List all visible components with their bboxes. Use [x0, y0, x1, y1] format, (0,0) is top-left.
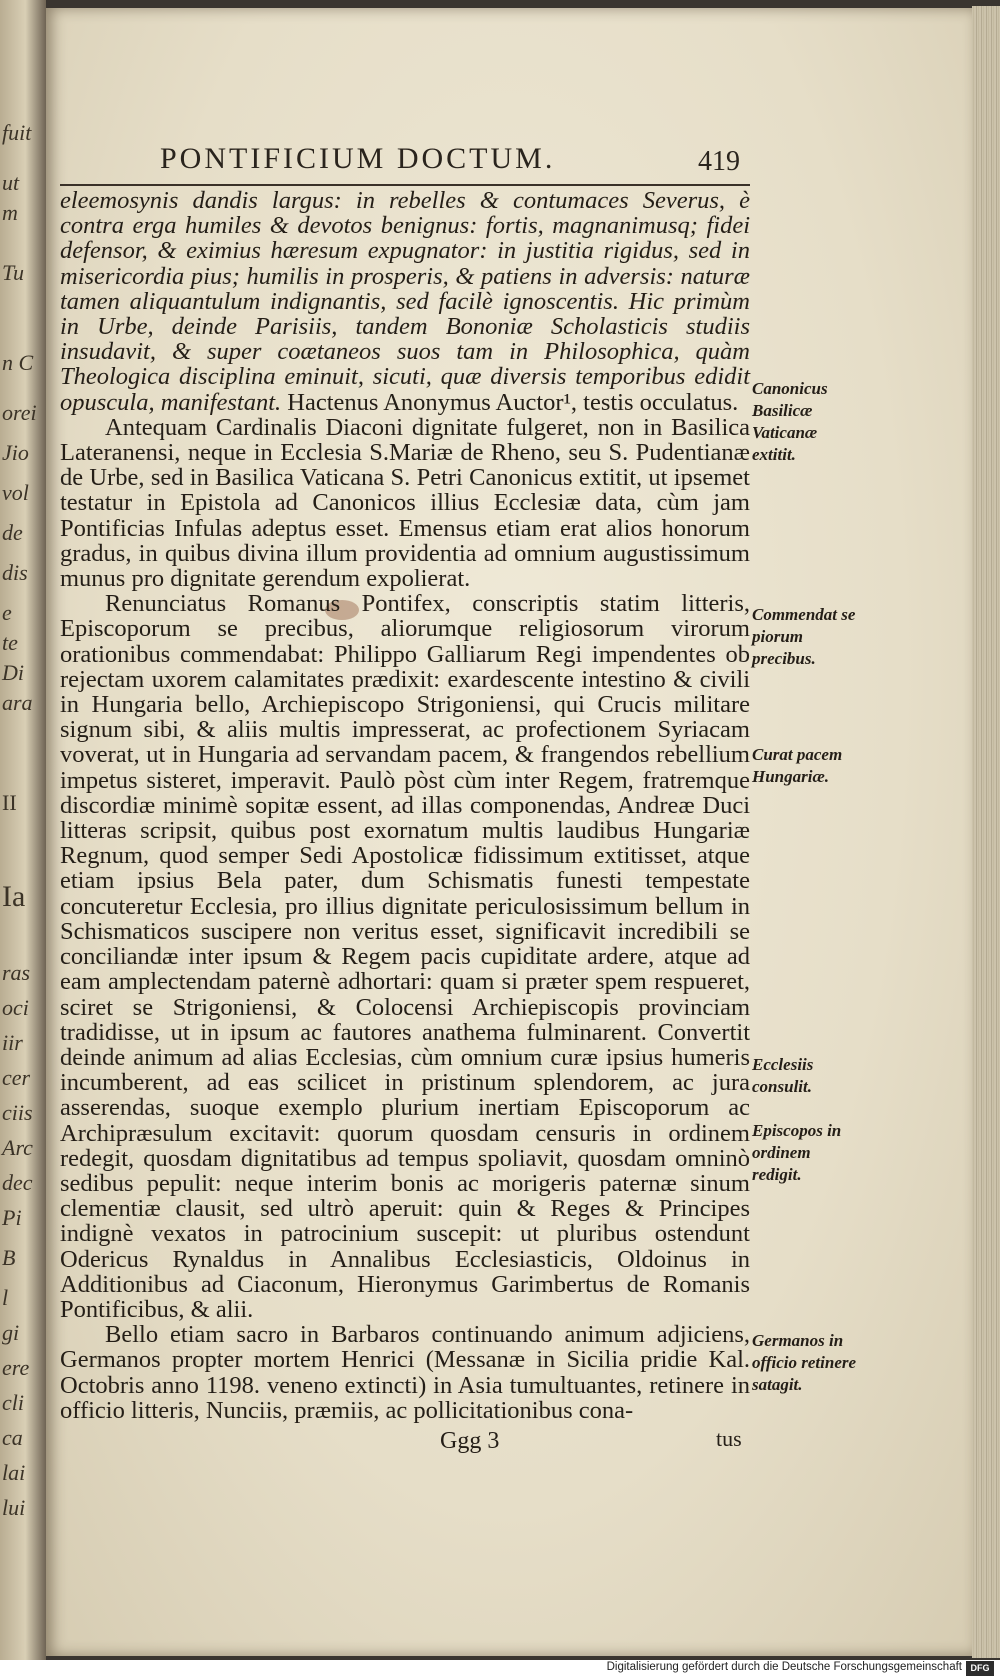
facing-page-fragment: Arc [2, 1135, 33, 1160]
facing-page-fragment: ara [2, 690, 33, 715]
facing-page-fragment: dis [2, 560, 28, 585]
facing-page-fragment: ras [2, 960, 31, 985]
page-edges [972, 6, 1000, 1658]
paragraph [60, 188, 750, 415]
facing-page-edge [0, 0, 46, 1660]
facing-page-fragment: cli [2, 1390, 24, 1415]
facing-page-fragment: m [2, 200, 18, 225]
paragraph: Bello etiam sacro in Barbaros continuando animum adjiciens, Germanos propter mortem Henrici (Messanæ in Sicilia pridie Kal. Octobris anno 1198. veneno extincti) in Asia tumultuantes, retinere in officio litteris, Nunciis, præmiis, ac pollicitationibus cona- [60, 1321, 750, 1424]
facing-page-fragment: Jio [2, 440, 29, 465]
paragraph: Renunciatus Romanus Pontifex, conscriptis statim litteris, Episcoporum se precibus, aliorumque religiosorum virorum orationibus commendabat: Philippo Galliarum Regi impendentes ob rejectam uxorem calamitates prædixit: exardescente intestino & civili in Hungaria bello, Archiepiscopo Strigoniensi, qui Crucis militare signum sibi, & aliis multis impresserat, ac profectionem Syriacam voverat, ut in Hungaria ad servandam pacem, & frangendos rebellium impetus sisteret, imperavit. Paulò pòst cùm inter Regem, fratremque discordiæ minimè sopitæ essent, ad illas componendas, Andreæ Duci litteras scripsit, quibus post exornatum multis laudibus Hungariæ Regnum, quod semper Sedi Apostolicæ fidissimum extitisset, atque etiam ipsius Bela pater, dum Schismatis funesti tempestate concuteretur Ecclesia, pro illius dignitate periculosissimum bellum in Schismaticos suscipere non veritus esset, significavit incredibili se conciliandæ inter ipsum & Regem pacis cupiditate ardere, atque ad eam amplectendam paternè adhortari: quam si præter spem respueret, sciret se Strigoniensi, & Colocensi Archiepiscopis provinciam tradidisse, ut in ipsum ac fautores anathema fulminarent. Convertit deinde animum ad alias Ecclesias, cùm omnium curæ ipsius humeris incumberent, ad eas scilicet in pristinum splendorem, ac jura asserendas, suoque exemplo plurium inertiam Episcoporum ac Archipræsulum excitavit: quorum quosdam censuris in ordinem redegit, quosdam dignitatibus ad tempus spoliavit, quosdam omninò sedibus pepulit: neque interim bonis ac morigeris paternæ sinum clementiæ clausit, sed ultrò aperuit: quin & Reges & Principes indignè vexatos in patrocinium suscepit: ut pluribus ostendunt Odericus Rynaldus in Annalibus Ecclesiasticis, Oldoinus in Additionibus ad Ciaconum, Hieronymus Garimbertus de Romanis Pontificibus, & alii. [60, 590, 750, 1323]
marginal-note: Ecclesiis consulit. [752, 1055, 814, 1096]
facing-page-fragment: B [2, 1245, 16, 1270]
facing-page-fragment: Pi [2, 1205, 22, 1230]
facing-page-fragment: ciis [2, 1100, 33, 1125]
facing-page-fragment: lui [2, 1495, 26, 1520]
facing-page-fragment: e [2, 600, 12, 625]
facing-page-fragment: ca [2, 1425, 23, 1450]
facing-page-fragment: de [2, 520, 23, 545]
page-header [60, 140, 750, 188]
marginal-note: Commendat se piorum precibus. [752, 605, 856, 668]
facing-page-fragment: II [2, 790, 17, 815]
paragraph-text: Hactenus Anonymus Auctor¹, testis occulatus. [287, 388, 739, 416]
funding-credit: Digitalisierung gefördert durch die Deutsche Forschungsgemeinschaft [606, 1661, 962, 1673]
facing-page-fragment: n C [2, 350, 34, 375]
running-title: PONTIFICIUM DOCTUM. [160, 142, 556, 175]
page-number: 419 [698, 146, 740, 177]
marginal-note: Curat pacem Hungariæ. [752, 745, 843, 786]
facing-page-fragment: te [2, 630, 18, 655]
facing-page-fragment: oci [2, 995, 29, 1020]
marginal-note: Episcopos in ordinem redigit. [752, 1121, 842, 1184]
paragraph: Antequam Cardinalis Diaconi dignitate fulgeret, non in Basilica Lateranensi, neque in Ecclesia S.Mariæ de Rheno, seu S. Pudentianæ de Urbe, sed in Basilica Vaticana S. Petri Canonicus extitit, ut ipsemet testatur in Epistola ad Canonicos illius Ecclesiæ data, cùm jam Pontificias Infulas adeptus esset. Emensus etiam erat alios honorum gradus, in quibus divina illum providentia ad omnium augustissimum munus pro dignitate gerendum expolierat. [60, 413, 750, 593]
facing-page-fragment: cer [2, 1065, 31, 1090]
facing-page-fragment: Ia [2, 880, 26, 913]
facing-page-fragment: fuit [2, 120, 32, 145]
facing-page-fragment: ut [2, 170, 20, 195]
facing-page-fragment: dec [2, 1170, 33, 1195]
catchword: tus [716, 1426, 742, 1451]
signature-mark: Ggg 3 [440, 1428, 500, 1454]
facing-page-fragment: Di [2, 660, 24, 685]
marginal-note: Germanos in officio retinere satagit. [752, 1331, 857, 1394]
facing-page-fragment: lai [2, 1460, 26, 1485]
facing-page-fragment: l [2, 1285, 9, 1310]
facing-page-fragment: gi [2, 1320, 20, 1345]
facing-page-fragment: iir [2, 1030, 23, 1055]
facing-page-fragment: ere [2, 1355, 30, 1380]
facing-page-fragment: vol [2, 480, 29, 505]
marginal-note: Canonicus Basilicæ Vaticanæ extitit. [752, 379, 828, 464]
dfg-logo-icon: DFG [966, 1661, 994, 1676]
header-rule [60, 184, 750, 186]
main-text [60, 188, 750, 1423]
facing-page-fragment: Tu [2, 260, 25, 285]
paragraph-text: eleemosynis dandis largus: in rebelles & contumaces Severus, è contra erga humiles & devotos benignus: fortis, magnanimusq; fidei defensor, & eximius hæresum expugnator: in justitia rigidus, sed in misericordia pius; humilis in prosperis, & patiens in adversis: naturæ tamen aliquantulum indignantis, sed facilè ignoscentis. Hic primùm in Urbe, deinde Parisiis, tandem Bononiæ Scholasticis studiis insudavit, & super coætaneos suos tam in Philosophica, quàm Theologica disciplina eminuit, sicuti, quæ diversis temporibus edidit opuscula, manifestant. [60, 187, 750, 416]
facing-page-fragment: orei [2, 400, 37, 425]
